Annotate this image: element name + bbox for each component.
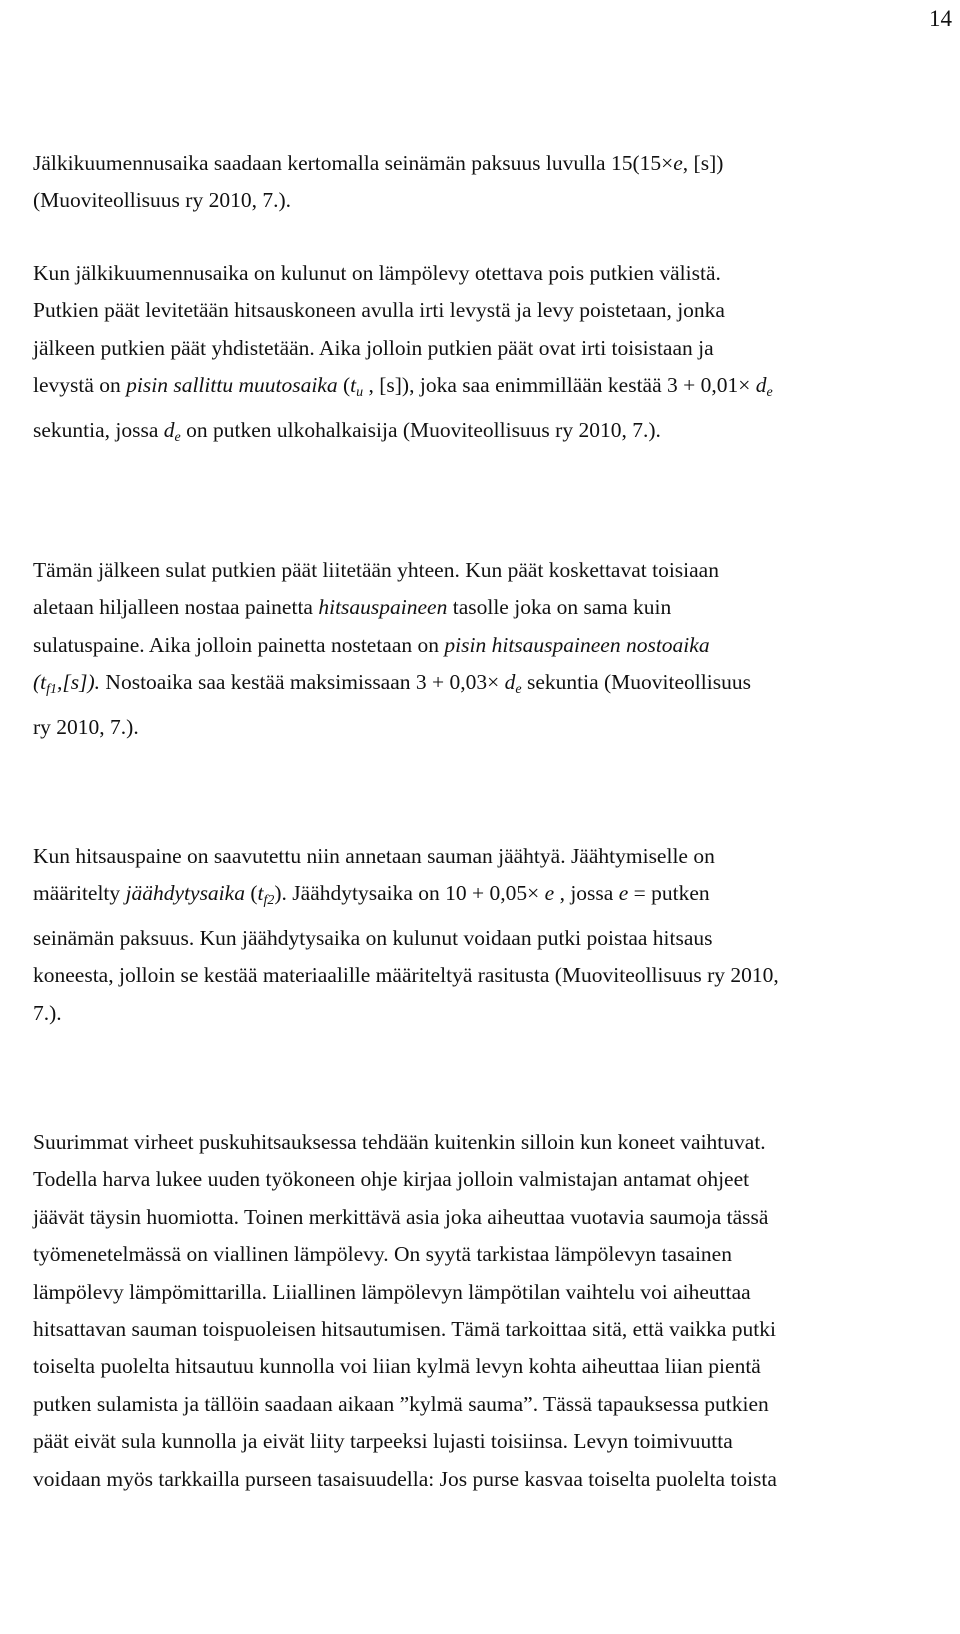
text-run: e [618,881,629,906]
text-line [33,995,779,1032]
text-run: aletaan hiljalleen nostaa painetta [33,595,319,620]
text-run: koneesta, jolloin se kestää materiaalille määriteltyä rasitusta (Muoviteollisuus ry 2010, [33,963,779,988]
text-run: on putken ulkohalkaisija (Muoviteollisuus ry 2010, 7.). [180,417,661,442]
text-run: (t [33,670,47,695]
text-line [33,1124,777,1161]
text-run: hitsattavan sauman toispuoleisen hitsautumisen. Tämä tarkoittaa sitä, että vaikka putki [33,1317,776,1342]
text-line [33,182,723,219]
text-line [33,367,773,411]
text-run: e [544,881,555,906]
text-line [33,1161,777,1198]
text-run: putken sulamista ja tällöin saadaan aikaan ”kylmä sauma”. Tässä tapauksessa putkien [33,1391,769,1416]
text-line [33,1386,777,1423]
text-run: jäähdytysaika [125,881,245,906]
text-line [33,875,779,919]
text-run: ( [337,373,351,398]
text-run: u [356,385,364,401]
text-run: e [174,429,181,445]
text-run: levystä on [33,373,127,398]
text-run: ry 2010, 7.). [33,714,139,739]
paragraph-1 [33,145,723,220]
text-run: t [257,881,264,906]
text-run: ( [244,881,258,906]
text-run: toiselta puolelta hitsautuu kunnolla voi liian kylmä levyn kohta aiheuttaa liian pientä [33,1354,761,1379]
paragraph-4 [33,838,779,1032]
text-run: (Muoviteollisuus ry 2010, 7.). [33,188,291,213]
text-run: 7.). [33,1000,62,1025]
text-run: Putkien päät levitetään hitsauskoneen avulla irti levystä ja levy poistetaan, jonka [33,298,725,323]
text-run: e [515,682,522,698]
text-run: voidaan myös tarkkailla purseen tasaisuudella: Jos purse kasvaa toiselta puolelta toista [33,1466,777,1491]
text-run: , [s]), joka saa enimmillään kestää 3 + 0,01× [363,373,756,398]
text-run: sekuntia (Muoviteollisuus [521,670,751,695]
text-line [33,1311,777,1348]
paragraph-5 [33,1124,777,1498]
text-run: hitsauspaineen [318,595,448,620]
text-line [33,1423,777,1460]
text-run: pisin sallittu muutosaika [126,373,338,398]
text-line [33,412,773,456]
text-line [33,838,779,875]
text-line [33,1348,777,1385]
text-line [33,589,751,626]
text-line [33,957,779,994]
text-run: ). Jäähdytysaika on 10 + 0,05× [274,881,545,906]
text-line [33,664,751,708]
text-run: sekuntia, jossa [33,417,164,442]
text-run: Kun jälkikuumennusaika on kulunut on lämpölevy otettava pois putkien välistä. [33,261,721,285]
paragraph-3 [33,552,751,746]
text-run: seinämän paksuus. Kun jäähdytysaika on kulunut voidaan putki poistaa hitsaus [33,925,713,950]
text-line [33,627,751,664]
text-line [33,1274,777,1311]
text-run: , [s]) [682,151,724,175]
text-run: f1 [46,682,58,698]
text-run: Todella harva lukee uuden työkoneen ohje kirjaa jolloin valmistajan antamat ohjeet [33,1167,750,1192]
text-run: jäävät täysin huomiotta. Toinen merkittävä asia joka aiheuttaa vuotavia saumoja tässä [33,1204,769,1229]
text-run: Tämän jälkeen sulat putkien päät liitetään yhteen. Kun päät koskettavat toisiaan [33,558,719,582]
text-run: Suurimmat virheet puskuhitsauksessa tehdään kuitenkin silloin kun koneet vaihtuvat. [33,1130,766,1154]
text-run: sulatuspaine. Aika jolloin painetta nostetaan on [33,632,445,657]
text-run: e [766,385,773,401]
text-run: t [350,373,357,398]
text-run: Nostoaika saa kestää maksimissaan 3 + 0,03× [100,670,505,695]
text-line [33,552,751,589]
text-run: jälkeen putkien päät yhdistetään. Aika jolloin putkien päät ovat irti toisistaan ja [33,335,714,360]
text-line [33,920,779,957]
text-line [33,145,723,182]
paragraph-2 [33,255,773,456]
text-run: Jälkikuumennusaika saadaan kertomalla seinämän paksuus luvulla 15(15 [33,151,662,175]
text-run: ,[s]). [57,670,101,695]
text-run: × [661,151,674,175]
text-run: päät eivät sula kunnolla ja eivät liity tarpeeksi lujasti toisiinsa. Levyn toimivuutta [33,1429,733,1454]
text-run: f2 [263,893,275,909]
text-run: Kun hitsauspaine on saavutettu niin annetaan sauman jäähtyä. Jäähtymiselle on [33,844,715,868]
text-run: tasolle joka on sama kuin [447,595,672,620]
text-run: d [504,670,516,695]
text-line [33,1199,777,1236]
text-run: , jossa [554,881,619,906]
text-line [33,292,773,329]
text-run: = putken [628,881,710,906]
text-run: määritelty [33,881,126,906]
text-line [33,1461,777,1498]
text-run: työmenetelmässä on viallinen lämpölevy. On syytä tarkistaa lämpölevyn tasainen [33,1242,732,1267]
text-run: e [673,151,683,175]
page-number: 14 [929,6,952,31]
text-line [33,255,773,292]
text-run: d [163,417,175,442]
text-run: d [755,373,767,398]
text-line [33,709,751,746]
text-run: lämpölevy lämpömittarilla. Liiallinen lämpölevyn lämpötilan vaihtelu voi aiheuttaa [33,1279,751,1304]
text-run: pisin hitsauspaineen nostoaika [444,632,710,657]
text-line [33,1236,777,1273]
text-line [33,330,773,367]
